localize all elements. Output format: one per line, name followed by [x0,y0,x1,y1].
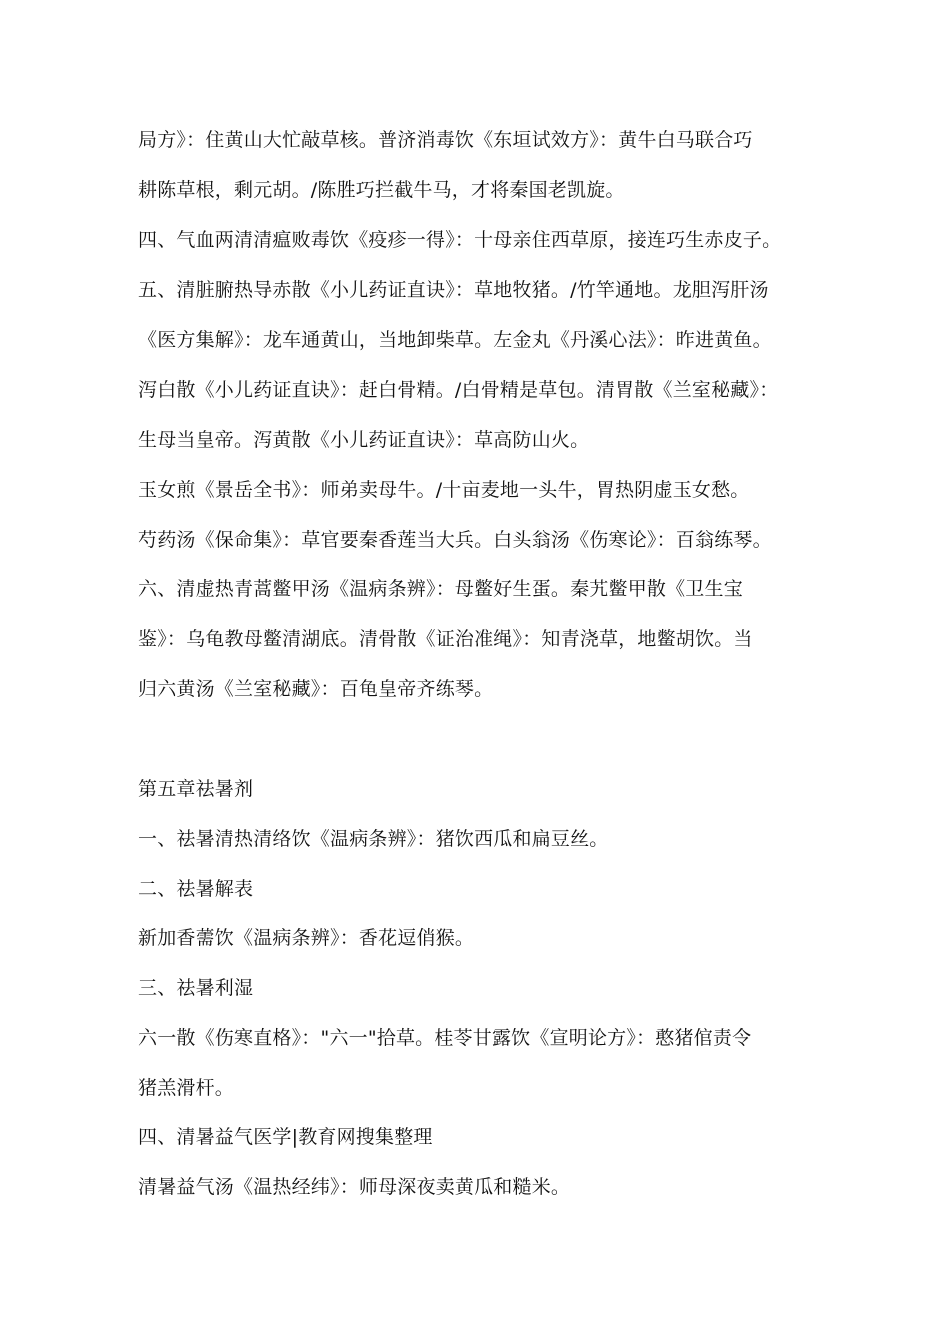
text-line: 一、祛暑清热清络饮《温病条辨》：猪饮西瓜和扁豆丝。 [138,828,609,850]
text-line: 局方》：住黄山大忙敲草核。普济消毒饮《东垣试效方》：黄牛白马联合巧 [138,129,753,151]
text-line: 清暑益气汤《温热经纬》：师母深夜卖黄瓜和糙米。 [138,1176,571,1198]
text-line: 五、清脏腑热导赤散《小儿药证直诀》：草地牧猪。/竹竿通地。龙胆泻肝汤 [138,279,769,301]
text-line: 玉女煎《景岳全书》：师弟卖母牛。/十亩麦地一头牛，胃热阴虚玉女愁。 [138,479,750,501]
chapter-heading: 第五章祛暑剂 [138,778,254,800]
text-line: 芍药汤《保命集》：草官要秦香莲当大兵。白头翁汤《伤寒论》：百翁练琴。 [138,529,772,551]
text-line: 四、气血两清清瘟败毒饮《疫疹一得》：十母亲住西草原，接连巧生赤皮子。 [138,229,782,251]
section-heading: 二、祛暑解表 [138,878,254,900]
text-line: 归六黄汤《兰室秘藏》：百龟皇帝齐练琴。 [138,678,494,700]
text-line: 猪羔滑杆。 [138,1077,235,1099]
text-line: 六、清虚热青蒿鳖甲汤《温病条辨》：母鳖好生蛋。秦艽鳖甲散《卫生宝 [138,578,743,600]
section-heading: 三、祛暑利湿 [138,977,254,999]
text-line: 耕陈草根，剩元胡。/陈胜巧拦截牛马，才将秦国老凯旋。 [138,179,625,201]
text-line: 鉴》：乌龟教母鳖清湖底。清骨散《证治准绳》：知青浇草，地鳖胡饮。当 [138,628,753,650]
text-line: 六一散《伤寒直格》："六一"拾草。桂苓甘露饮《宣明论方》：憨猪倌责令 [138,1027,752,1049]
text-line: 生母当皇帝。泻黄散《小儿药证直诀》：草高防山火。 [138,429,590,451]
text-line: 泻白散《小儿药证直诀》：赶白骨精。/白骨精是草包。清胃散《兰室秘藏》： [138,379,779,401]
text-line: 《医方集解》：龙车通黄山，当地卸柴草。左金丸《丹溪心法》：昨进黄鱼。 [138,329,772,351]
text-line: 新加香薷饮《温病条辨》：香花逗俏猴。 [138,927,475,949]
section-heading: 四、清暑益气医学|教育网搜集整理 [138,1126,433,1148]
